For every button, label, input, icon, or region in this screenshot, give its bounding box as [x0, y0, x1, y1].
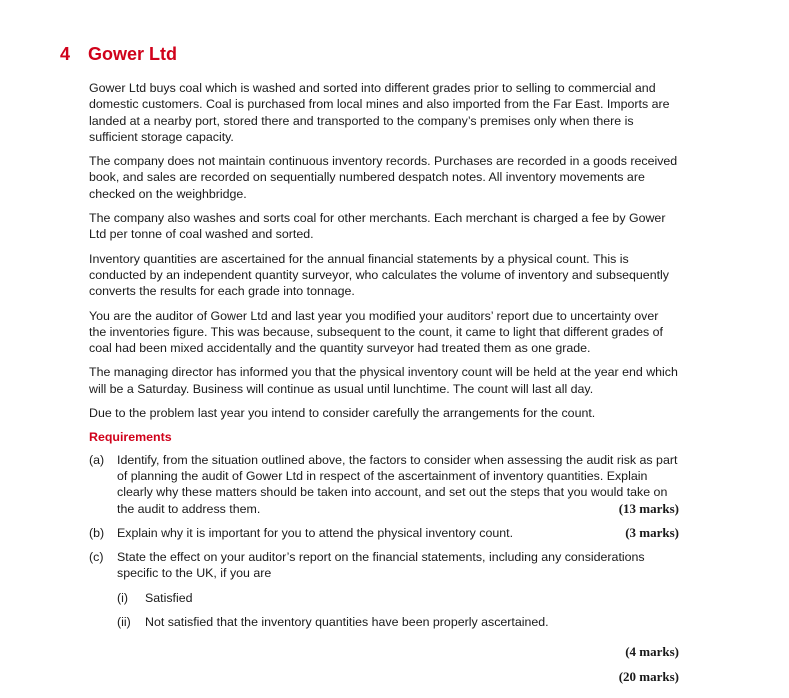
requirement-b [89, 525, 679, 541]
paragraph-4: Inventory quantities are ascertained for the annual financial statements by a physical count. This is conducted by an independent quantity surveyor, who calculates the volume of inventory and subsequently converts the results for each grade into tonnage. [89, 251, 669, 299]
paragraph-2: The company does not maintain continuous inventory records. Purchases are recorded in a goods received book, and sales are recorded on sequentially numbered despatch notes. All inventory movements are checked on the weighbridge. [89, 154, 678, 201]
paragraph-7: Due to the problem last year you intend to consider carefully the arrangements for the count. [89, 406, 596, 421]
paragraph-6: The managing director has informed you that the physical inventory count will be held at the year end which will be a Saturday. Business will continue as usual until lunchtime. The count will last all day. [89, 365, 678, 396]
requirement-c-i [89, 590, 679, 606]
question-number: 4 [60, 44, 71, 64]
requirement-b-label: (b) [89, 525, 105, 540]
question-heading [60, 44, 177, 65]
paragraph-1: Gower Ltd buys coal which is washed and sorted into different grades prior to selling to commercial and domestic customers. Coal is purchased from local mines and also imported from the Far East. Imports are landed at a nearby port, stored there and transported to the company’s premises only when there is sufficient storage capacity. [89, 81, 670, 144]
requirement-c-label: (c) [89, 550, 104, 565]
requirement-c [89, 549, 679, 582]
question-title: Gower Ltd [88, 44, 177, 64]
total-marks: (20 marks) [618, 668, 679, 684]
requirement-a-text: Identify, from the situation outlined above, the factors to consider when assessing the audit risk as part of planning the audit of Gower Ltd in respect of the ascertainment of inventory quantities. Explain clearly why these matters should be taken into account, and set out the steps that you would take on the audit to address them. [117, 452, 678, 516]
requirement-c-i-label: (i) [117, 590, 129, 605]
requirement-b-marks: (3 marks) [625, 524, 679, 540]
requirement-b-text: Explain why it is important for you to attend the physical inventory count. [117, 525, 514, 540]
paragraph-5: You are the auditor of Gower Ltd and last year you modified your auditors’ report due to uncertainty over the inventories figure. This was because, subsequent to the count, it came to light that different grades of coal had been mixed accidentally and the quantity surveyor had treated them as one grade. [89, 308, 663, 356]
requirement-c-ii-label: (ii) [117, 615, 131, 630]
requirement-c-ii-text: Not satisfied that the inventory quantities have been properly ascertained. [145, 615, 549, 630]
requirement-c-marks: (4 marks) [625, 644, 679, 660]
requirement-c-ii [89, 614, 679, 630]
requirements-heading: Requirements [89, 430, 172, 445]
requirement-a-marks: (13 marks) [618, 500, 679, 516]
requirement-c-i-text: Satisfied [145, 590, 193, 605]
paragraph-3: The company also washes and sorts coal for other merchants. Each merchant is charged a fee by Gower Ltd per tonne of coal washed and sorted. [89, 211, 666, 242]
requirement-a [89, 452, 679, 517]
requirement-c-text: State the effect on your auditor’s report on the financial statements, including any considerations specific to the UK, if you are [117, 550, 645, 581]
requirement-a-label: (a) [89, 452, 105, 467]
question-body [89, 80, 679, 693]
